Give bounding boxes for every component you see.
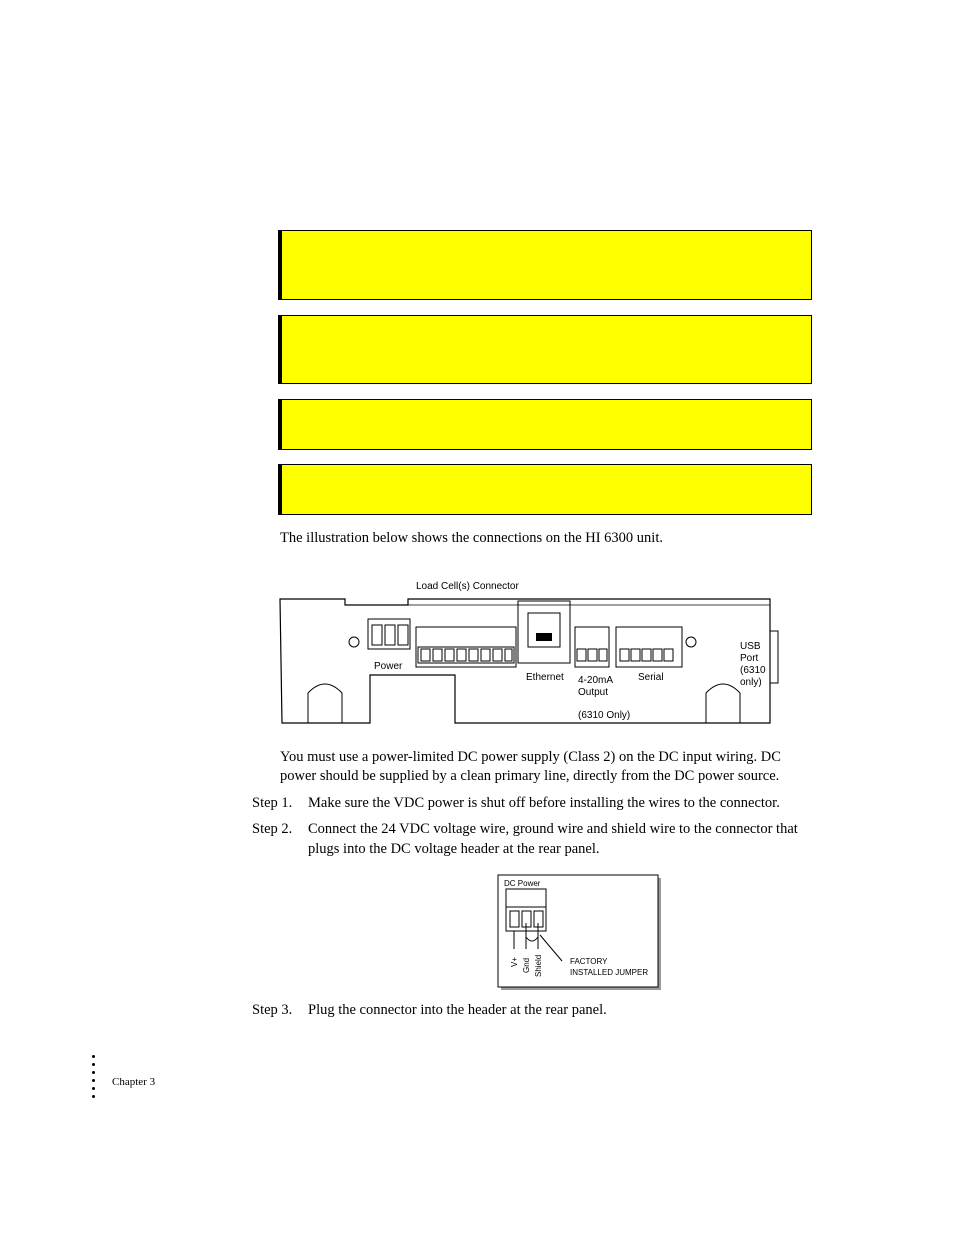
usb-label-3: (6310: [740, 665, 766, 676]
load-cell-label: Load Cell(s) Connector: [416, 581, 519, 592]
note-box-4: [278, 464, 812, 515]
usb-label-1: USB: [740, 641, 761, 652]
power-note-line-1: You must use a power-limited DC power supply (Class 2) on the DC input wiring. DC: [280, 749, 781, 765]
footer-dots: [92, 1055, 98, 1103]
callout-line-1: FACTORY: [570, 957, 608, 966]
note-box-3: [278, 399, 812, 450]
output-note: (6310 Only): [578, 710, 631, 721]
step-1-label: Step 1.: [252, 795, 293, 811]
pin-label-gnd: Gnd: [522, 957, 531, 973]
chapter-label: Chapter 3: [112, 1076, 156, 1088]
dc-power-title: DC Power: [504, 879, 541, 888]
intro-paragraph: The illustration below shows the connections on the HI 6300 unit.: [280, 530, 663, 546]
dc-power-figure: [496, 873, 666, 993]
note-box-2: [278, 315, 812, 384]
usb-label-2: Port: [740, 653, 759, 664]
output-label-2: Output: [578, 687, 609, 698]
pin-label-vplus: V+: [510, 956, 519, 967]
output-label-1: 4-20mA: [578, 675, 614, 686]
callout-line-2: INSTALLED JUMPER: [570, 968, 649, 977]
step-1-text: Make sure the VDC power is shut off before installing the wires to the connector.: [308, 795, 780, 811]
step-2-label: Step 2.: [252, 821, 293, 837]
note-box-1: [278, 230, 812, 300]
step-3-text: Plug the connector into the header at the rear panel.: [308, 1002, 607, 1018]
ethernet-label: Ethernet: [526, 672, 564, 683]
step-2-text: Connect the 24 VDC voltage wire, ground wire and shield wire to the connector that plugs into the DC voltage header at the rear panel.: [308, 821, 798, 857]
power-note-line-2: power should be supplied by a clean primary line, directly from the DC power source.: [280, 768, 780, 784]
rear-panel-figure: [270, 575, 790, 730]
pin-label-shield: Shield: [534, 954, 543, 977]
step-3-label: Step 3.: [252, 1002, 293, 1018]
serial-label: Serial: [638, 672, 664, 683]
usb-label-4: only): [740, 677, 762, 688]
power-label: Power: [374, 661, 403, 672]
